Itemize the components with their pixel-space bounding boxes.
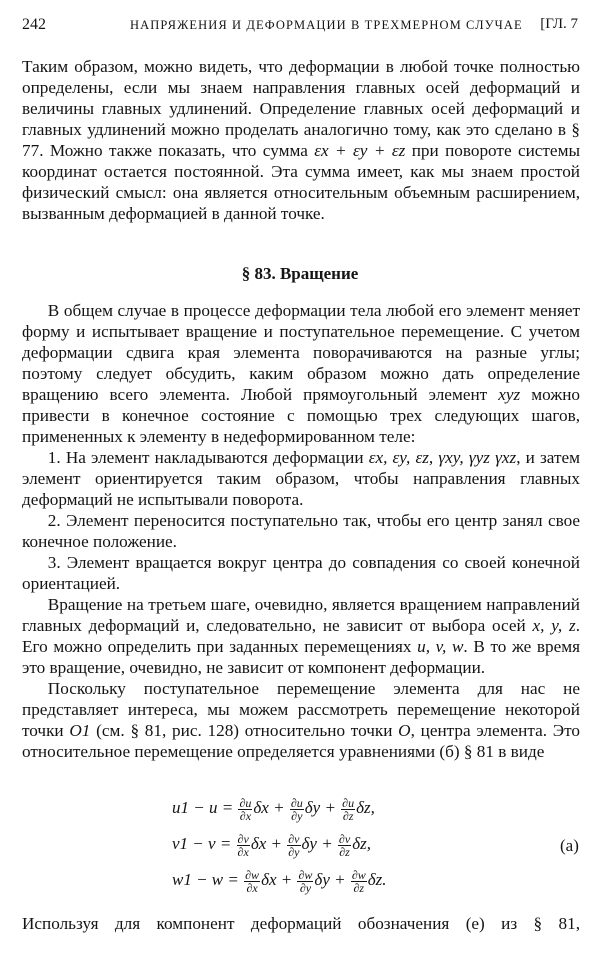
- section-body: [22, 300, 580, 762]
- equation-tag: (а): [560, 836, 579, 855]
- intro-paragraph: Таким образом, можно видеть, что деформации в любой точке полностью определены, если мы знаем направления главных осей деформаций и величины главных удлинений. Определение главных осей деформаций и главных удлинений можно проделать аналогично тому, как это сделано в § 77. Можно также показать, что сумма εx + εy + εz при повороте системы координат остается постоянной. Эта сумма имеет, как мы знаем простой физический смысл: она является относительным объемным расширением, вызванным деформацией в данной точке.: [22, 57, 580, 223]
- page-header: [22, 16, 578, 38]
- paragraph: 2. Элемент переносится поступательно так, чтобы его центр занял свое конечное положение.: [22, 511, 580, 551]
- paragraph: Вращение на третьем шаге, очевидно, является вращением направлений главных деформаций и, следовательно, не зависит от выбора осей x, y, z. Его можно определить при заданных перемещениях u, v, w. В то же время это вращение, очевидно, не зависит от компонент деформации.: [22, 595, 581, 677]
- strain-sum: εx + εy + εz: [314, 141, 406, 160]
- running-title: НАПРЯЖЕНИЯ И ДЕФОРМАЦИИ В ТРЕХМЕРНОМ СЛУЧАЕ: [130, 18, 523, 32]
- equation-line-1: u1 − u = $\frac{\partial u}{\partial x}$ δx + $\frac{\partial u}{\partial y}$ δy + $\frac{\partial u}{\partial z}$ δz,: [172, 795, 375, 823]
- closing-line: Используя для компонент деформаций обозначения (е) из § 81,: [22, 914, 580, 933]
- intro-text: [22, 56, 580, 224]
- page-number: 242: [22, 16, 46, 33]
- equation-block: [0, 790, 600, 900]
- chapter-label: [ГЛ. 7: [540, 16, 578, 32]
- equation-line-3: w1 − w = $\frac{\partial w}{\partial x}$ δx + $\frac{\partial w}{\partial y}$ δy + $\frac{\partial w}{\partial z}$ δz.: [172, 867, 387, 895]
- paragraph: Поскольку поступательное перемещение элемента для нас не представляет интереса, мы можем рассмотреть перемещение некоторой точки O1 (см. § 81, рис. 128) относительно точки O, центра элемента. Это относительное перемещение определяется уравнениями (б) § 81 в виде: [22, 679, 580, 761]
- paragraph: В общем случае в процессе деформации тела любой его элемент меняет форму и испытывает вращение и поступательное перемещение. С учетом деформации сдвига края элемента поворачиваются на разные углы; поэтому следует обсудить, каким образом можно дать определение вращению всего элемента. Любой прямоугольный элемент xyz можно привести в конечное состояние с помощью трех следующих шагов, примененных к элементу в недеформированном теле:: [22, 301, 580, 446]
- paragraph: 1. На элемент накладываются деформации εx, εy, εz, γxy, γyz γxz, и затем элемент ориентируется таким образом, чтобы направления главных деформаций не испытывали поворота.: [22, 448, 581, 509]
- paragraph: 3. Элемент вращается вокруг центра до совпадения со своей конечной ориентацией.: [22, 553, 580, 593]
- equation-line-2: v1 − v = $\frac{\partial v}{\partial x}$ δx + $\frac{\partial v}{\partial y}$ δy + $\frac{\partial v}{\partial z}$ δz,: [172, 831, 371, 859]
- section-title: § 83. Вращение: [241, 264, 359, 283]
